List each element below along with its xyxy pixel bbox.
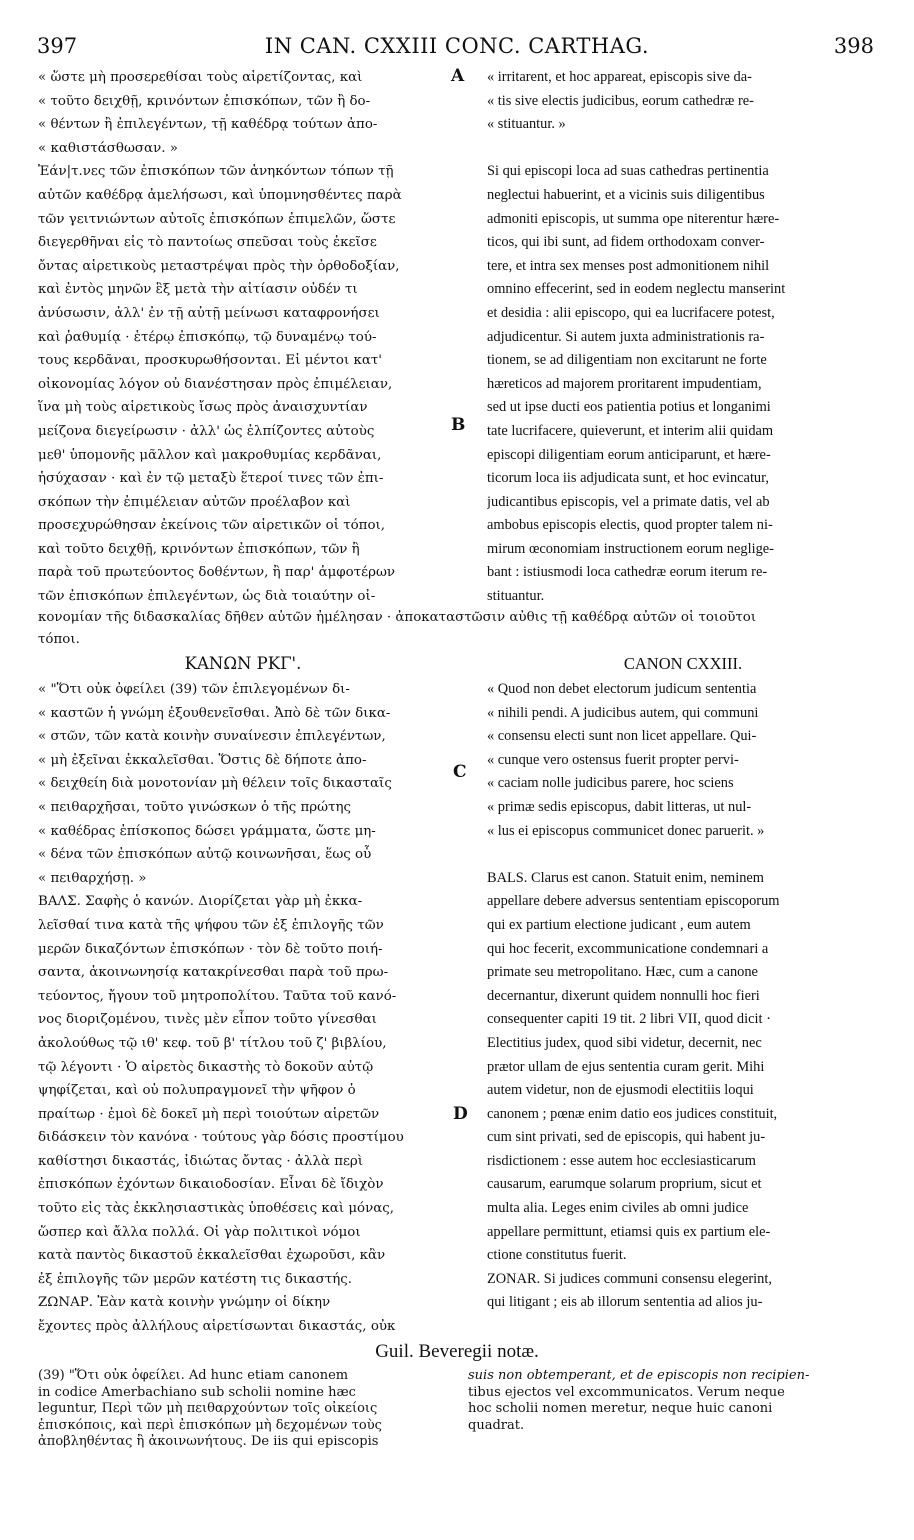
greek-line: καὶ ἐντὸς μηνῶν ἓξ μετὰ τὴν αἰτίασιν οὐδέν τι: [38, 282, 358, 298]
latin-line: [487, 137, 879, 161]
note-line: ἐπισκόποις, καὶ περὶ ἐπισκόπων μὴ δεχομένων τοὺς: [38, 1417, 382, 1433]
greek-line: παρὰ τοῦ πρωτεύοντος δοθέντων, ἢ παρ' ἀμφοτέρων: [38, 565, 396, 581]
latin-line: ambobus episcopis electis, quod propter talem ni-: [487, 517, 773, 534]
canon-heading-latin: CANON CXXIII.: [623, 654, 743, 673]
latin-line: « irritarent, et hoc appareat, episcopis sive da-: [487, 69, 752, 85]
running-title: IN CAN. CXXIII CONC. CARTHAG.: [264, 34, 650, 58]
latin-line: « cunque vero ostensus fuerit propter pervi-: [487, 751, 739, 768]
greek-line: ἔχοντες πρὸς ἀλλήλους αἱρετίσωνται δικαστάς, οὐκ: [38, 1319, 396, 1335]
greek-line: ἐπισκόπων ἐχόντων δικαιοδοσίαν. Εἶναι δὲ ἴδιχὸν: [38, 1177, 384, 1193]
latin-line: « caciam nolle judicibus parere, hoc sciens: [487, 775, 734, 792]
note-line: suis non obtemperant, et de episcopis non recipien-: [468, 1368, 810, 1383]
latin-line: ticorum loca iis adjudicata sunt, et hoc evincatur,: [487, 470, 769, 487]
notes-left-column: [38, 1368, 448, 1451]
latin-line: sed ut ipse ducti eos patientia potius et longanimi: [487, 399, 771, 416]
greek-line: μερῶν δικαζόντων ἐπισκόπων · τὸν δὲ τοῦτο ποιή-: [38, 941, 383, 957]
greek-line: « καστῶν ἡ γνώμη ἐξουθενεῖσθαι. Ἀπὸ δὲ τῶν δικα-: [38, 705, 391, 721]
latin-line: « primæ sedis episcopus, dabit litteras, ut nul-: [487, 798, 752, 815]
latin-line: tate lucrifacere, quieverunt, et interim alii quidam: [487, 422, 774, 439]
greek-line: « στῶν, τῶν κατὰ κοινὴν συναίνεσιν ἐπιλεγέντων,: [38, 729, 386, 745]
margin-letter-b: B: [451, 415, 466, 435]
latin-line: omnino effecerint, sed in eodem neglectu manserint: [487, 281, 786, 298]
latin-line: stituantur.: [487, 588, 545, 605]
greek-line: « μὴ ἐξεῖναι ἐκκαλεῖσθαι. Ὅστις δὲ δήποτε ἀπο-: [38, 752, 367, 768]
latin-line: « consensu electi sunt non licet appellare. Qui-: [487, 728, 757, 745]
margin-letter-a: A: [451, 66, 465, 86]
greek-line: αὐτῶν καθέδρᾳ ἀμελήσωσι, καὶ ὑπομνησθέντες παρὰ: [38, 187, 402, 203]
greek-line: « θέντων ἢ ἐπιλεγέντων, τῇ καθέδρᾳ τούτων ἀπο-: [38, 117, 378, 133]
latin-line: canonem ; pœnæ enim datio eos judices constituit,: [487, 1105, 778, 1122]
latin-line: adjudicentur. Si autem juxta administrationis ra-: [487, 328, 765, 345]
greek-line: τῷ λέγοντι · Ὁ αἱρετὸς δικαστὴς τὸ δοκοῦν αὐτῷ: [38, 1059, 374, 1075]
latin-line: autem videtur, non de ejusmodi electitiis loqui: [487, 1082, 754, 1099]
latin-line: qui hoc fecerit, excommunicatione condemnari a: [487, 940, 769, 957]
greek-line: ψηφίζεται, καὶ οὐ πολυπραγμονεῖ τὴν ψῆφον ὁ: [38, 1083, 356, 1099]
greek-line: ὥσπερ καὶ ἄλλα πολλά. Οἱ γὰρ πολιτικοὶ νόμοι: [38, 1224, 361, 1240]
latin-line: et desidia : alii episcopo, qui ea lucrifacere potest,: [487, 304, 775, 321]
greek-line: τοῦτο εἰς τὰς ἐκκλησιαστικὰς ὑποθέσεις καὶ μόνας,: [38, 1201, 395, 1217]
right-page-number: 398: [833, 34, 874, 58]
notes-title: Guil. Beveregii notæ.: [375, 1341, 539, 1362]
latin-line: admoniti episcopis, ut summa ope niterentur hære-: [487, 210, 780, 227]
greek-line: τους κερδᾶναι, προσκυρωθήσονται. Εἰ μέντοι κατ': [38, 353, 382, 369]
latin-line: Si qui episcopi loca ad suas cathedras pertinentia: [487, 163, 769, 180]
latin-line: cum sint privati, sed de episcopis, qui habent ju-: [487, 1129, 766, 1146]
greek-line: ἵνα μὴ τοὺς αἱρετικοὺς ἴσως πρὸς ἀναισχυντίαν: [38, 400, 368, 416]
latin-line: qui ex partium electione judicant , eum autem: [487, 916, 751, 933]
margin-letter-d: D: [453, 1104, 468, 1124]
latin-column-top: [487, 66, 879, 609]
left-page-number: 397: [37, 34, 78, 58]
greek-line: κατὰ παντὸς δικαστοῦ ἐκκαλεῖσθαι ἐχωροῦσι, κἂν: [38, 1248, 386, 1264]
greek-line: διδάσκειν τὸν κανόνα · τούτους γὰρ δόσις προστίμου: [38, 1130, 404, 1146]
greek-line: μεθ' ὑπομονῆς μᾶλλον καὶ μακροθυμίας κερδᾶναι,: [38, 447, 382, 463]
latin-line: [487, 843, 879, 867]
greek-line: ΒΑΛΣ. Σαφὴς ὁ κανών. Διορίζεται γὰρ μὴ ἐκκα-: [38, 894, 363, 910]
latin-line: tionem, se ad diligentiam non excitarunt ne forte: [487, 352, 767, 369]
note-line: leguntur, Περὶ τῶν μὴ πειθαρχούντων τοῖς οἰκείοις: [38, 1401, 378, 1416]
latin-line: mirum œconomiam instructionem eorum neglige-: [487, 540, 774, 557]
latin-line: causarum, earumque solarum proprium, sicut et: [487, 1176, 762, 1193]
greek-line: « καθιστάσθωσαν. »: [38, 140, 178, 156]
latin-line: appellare permittunt, etiamsi quis ex partium ele-: [487, 1223, 771, 1240]
greek-line: « τοῦτο δειχθῇ, κρινόντων ἐπισκόπων, τῶν ἢ δο-: [38, 93, 371, 109]
greek-column-top: [38, 66, 448, 609]
latin-line: BALS. Clarus est canon. Statuit enim, neminem: [487, 869, 764, 886]
greek-line: Ἐάν|τ.νες τῶν ἐπισκόπων τῶν ἀνηκόντων τόπων τῇ: [38, 164, 394, 180]
greek-line: νος διοριζομένου, τινὲς μὲν εἶπον τοῦτο γίνεσθαι: [38, 1012, 377, 1028]
note-line: in codice Amerbachiano sub scholii nomine hæc: [38, 1384, 356, 1400]
latin-line: Electitius judex, quod sibi videtur, decernit, nec: [487, 1034, 762, 1051]
latin-line: bant : istiusmodi loca cathedræ eorum iterum re-: [487, 564, 768, 581]
latin-line: « stituantur. »: [487, 116, 566, 133]
greek-line: τῶν ἐπισκόπων ἐπιλεγέντων, ὡς διὰ τοιαύτην οἰ-: [38, 589, 376, 605]
greek-line: προσεχυρώθησαν ἐκείνοις τῶν αἱρετικῶν οἱ τόποι,: [38, 518, 386, 534]
greek-line: λεῖσθαί τινα κατὰ τῆς ψήφου τῶν ἐξ ἐπιλογῆς τῶν: [38, 917, 384, 933]
latin-line: ticos, qui ibi sunt, ad fidem orthodoxam conver-: [487, 234, 765, 251]
latin-line: neglectui habuerint, et a vicinis suis diligentibus: [487, 186, 765, 203]
latin-line: ctione constitutus fuerit.: [487, 1247, 627, 1264]
greek-after-full: τόποι.: [38, 632, 80, 647]
greek-line: « "Ὅτι οὐκ ὀφείλει (39) τῶν ἐπιλεγομένων δι-: [38, 682, 350, 697]
latin-line: qui litigant ; eis ab illorum sententia ad alios ju-: [487, 1294, 763, 1311]
margin-letter-c: C: [453, 762, 467, 782]
greek-line: πραίτωρ · ἐμοὶ δὲ δοκεῖ μὴ περὶ τοιούτων αἱρετῶν: [38, 1106, 380, 1122]
latin-line: primate seu metropolitano. Hæc, cum a canone: [487, 964, 758, 981]
greek-line: σαντα, ἀκοινωνησίᾳ κατακρίνεσθαι παρὰ τοῦ πρω-: [38, 965, 389, 981]
latin-line: tere, et intra sex menses post admonitionem nihil: [487, 257, 770, 274]
canon-heading-greek: ΚΑΝΩΝ ΡΚΓ'.: [184, 654, 302, 673]
greek-line: « ὥστε μὴ προσερεθίσαι τοὺς αἱρετίζοντας, καὶ: [38, 70, 363, 85]
greek-line: ἀνύσωσιν, ἀλλ' ἐν τῇ αὐτῇ μείνωσι καταφρονήσει: [38, 305, 380, 321]
note-line: quadrat.: [468, 1417, 525, 1433]
greek-line: « δένα τῶν ἐπισκόπων αὐτῷ κοινωνῆσαι, ἕως οὗ: [38, 847, 372, 863]
latin-line: ZONAR. Si judices communi consensu elegerint,: [487, 1270, 772, 1287]
greek-line: μείζονα διεγείρωσιν · ἀλλ' ὡς ἐλπίζοντες αὐτοὺς: [38, 423, 375, 439]
greek-line: τῶν γειτνιώντων αὐτοῖς ἐπισκόπων ἐπιμελῶν, ὥστε: [38, 211, 396, 227]
note-line: tibus ejectos vel excommunicatos. Verum neque: [468, 1384, 785, 1400]
latin-line: decernantur, dixerunt quidem nonnulli hoc fieri: [487, 987, 760, 1004]
greek-line: ἡσύχασαν · καὶ ἐν τῷ μεταξὺ ἕτεροί τινες τῶν ἐπι-: [38, 471, 384, 487]
greek-line: καὶ τοῦτο δειχθῇ, κρινόντων ἐπισκόπων, τῶν ἢ: [38, 541, 360, 557]
latin-line: risdictionem : esse autem hoc ecclesiasticarum: [487, 1152, 756, 1169]
latin-line: « lus ei episcopus communicet donec paruerit. »: [487, 822, 765, 839]
latin-column-canon: [487, 678, 879, 1315]
note-line: (39) "Ὅτι οὐκ ὀφείλει. Ad hunc etiam canonem: [38, 1368, 349, 1383]
notes-right-column: [468, 1368, 879, 1434]
greek-line: ὄντας αἱρετικοὺς μεταστρέψαι πρὸς τὴν ὀρθοδοξίαν,: [38, 258, 400, 274]
greek-line: διεγερθῆναι εἰς τὸ παντοίως σπεῦσαι τοὺς ἐκεῖσε: [38, 235, 377, 251]
latin-line: hæreticos ad majorem proritarent impudentiam,: [487, 375, 762, 392]
greek-line: καὶ ῥαθυμίᾳ · ἑτέρῳ ἐπισκόπῳ, τῷ δυναμένῳ τού-: [38, 329, 377, 345]
latin-line: appellare debere adversus sententiam episcoporum: [487, 893, 780, 910]
greek-line: « πειθαρχῆσαι, τοῦτο γινώσκων ὁ τῆς πρώτης: [38, 799, 351, 815]
greek-line: καθίστησι δικαστάς, ἰδιώτας ὄντας · ἀλλὰ περὶ: [38, 1153, 364, 1169]
greek-line: ΖΩΝΑΡ. Ἐὰν κατὰ κοινὴν γνώμην οἱ δίκην: [38, 1295, 331, 1311]
greek-line: τεύοντος, ἤγουν τοῦ μητροπολίτου. Ταῦτα τοῦ κανό-: [38, 988, 397, 1004]
latin-line: multa alia. Leges enim civiles ab omni judice: [487, 1200, 749, 1217]
latin-line: consequenter capiti 19 tit. 2 libri VII, quod dicit ·: [487, 1011, 771, 1028]
latin-line: « nihili pendi. A judicibus autem, qui communi: [487, 704, 759, 721]
latin-line: episcopi diligentiam eorum anticiparunt, et hære-: [487, 446, 771, 463]
greek-line: « πειθαρχήσῃ. »: [38, 870, 147, 886]
greek-line: ἐξ ἐπιλογῆς τῶν μερῶν κατέστη τις δικαστής.: [38, 1271, 352, 1287]
greek-full-width-line: κονομίαν τῆς διδασκαλίας δῆθεν αὐτῶν ἠμέλησαν · ἀποκαταστῶσιν αὖθις τῇ καθέδρᾳ αὐτῶν οἱ τοιοῦτοι: [38, 610, 757, 625]
greek-line: οἰκονομίας λόγον οὐ διανέστησαν πρὸς ἐπιμέλειαν,: [38, 376, 393, 392]
latin-line: « tis sive electis judicibus, eorum cathedræ re-: [487, 92, 754, 109]
greek-line: « δειχθείη διὰ μονοτονίαν μὴ θέλειν τοῖς δικασταῖς: [38, 776, 392, 792]
greek-line: « καθέδρας ἐπίσκοπος δώσει γράμματα, ὥστε μη-: [38, 823, 376, 839]
greek-column-canon: [38, 678, 448, 1339]
latin-line: « Quod non debet electorum judicum sententia: [487, 681, 757, 697]
latin-line: judicantibus episcopis, vel a primate datis, vel ab: [487, 493, 770, 510]
greek-line: ἀκολούθως τῷ ιθ' κεφ. τοῦ β' τίτλου τοῦ ζ' βιβλίου,: [38, 1035, 387, 1051]
note-line: ἀποβληθέντας ἢ ἀκοινωνήτους. De iis qui episcopis: [38, 1434, 379, 1449]
note-line: hoc scholii nomen meretur, neque huic canoni: [468, 1401, 773, 1416]
latin-line: prætor ullam de ejus sententia curam gerit. Mihi: [487, 1058, 765, 1075]
greek-line: σκόπων τὴν ἐπιμέλειαν αὐτῶν προέλαβον καὶ: [38, 494, 351, 510]
